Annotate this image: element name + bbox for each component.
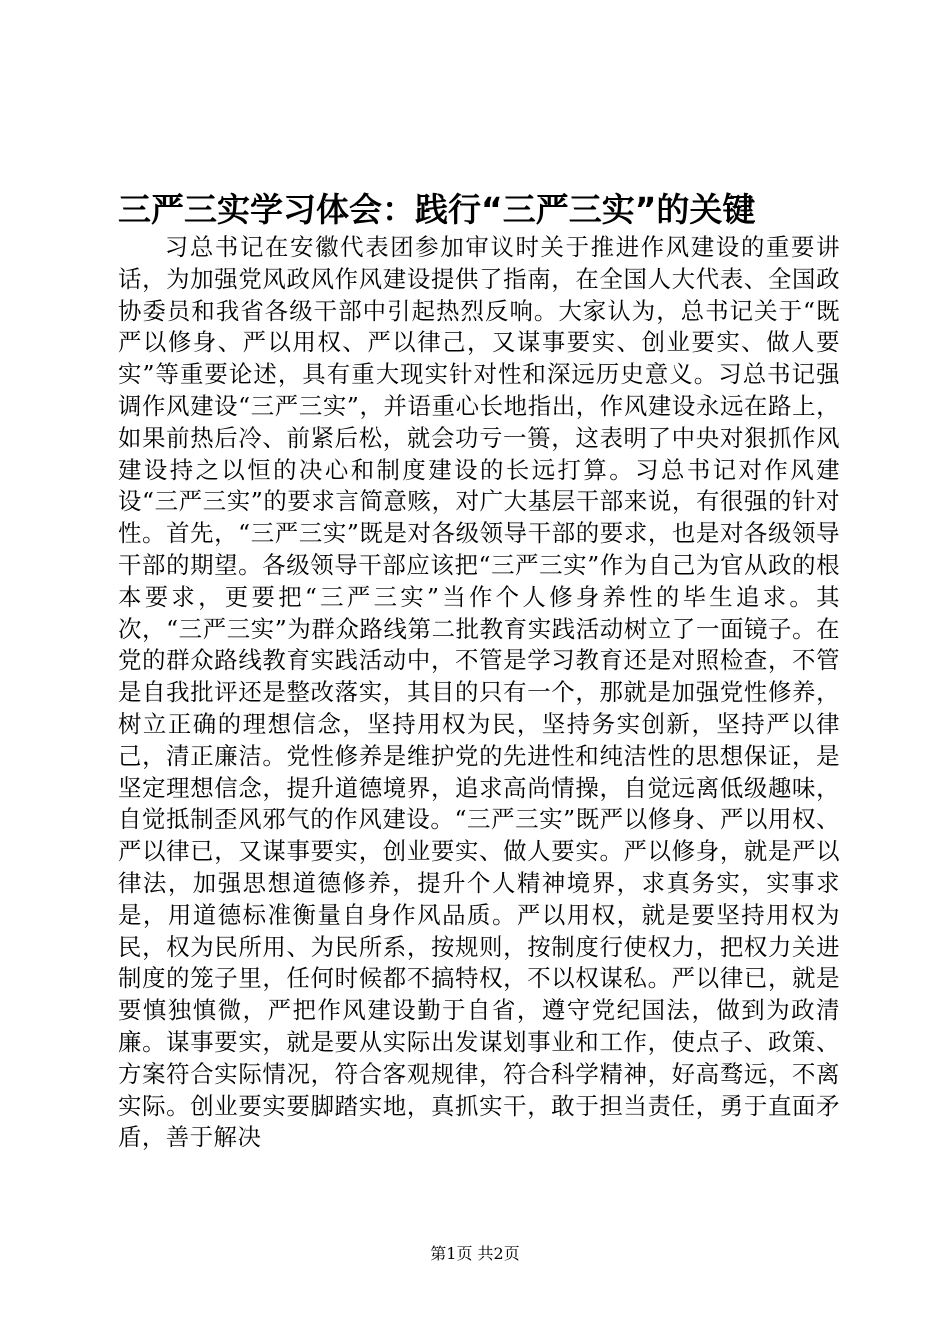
body-paragraph: 习总书记在安徽代表团参加审议时关于推进作风建设的重要讲话，为加强党风政风作风建设提供了指南，在全国人大代表、全国政协委员和我省各级干部中引起热烈反响。大家认为，总书记关于“既严以修身、严以用权、严以律己，又谋事要实、创业要实、做人要实”等重要论述，具有重大现实针对性和深远历史意义。习总书记强调作风建设“三严三实”，并语重心长地指出，作风建设永远在路上，如果前热后冷、前紧后松，就会功亏一篑，这表明了中央对狠抓作风建设持之以恒的决心和制度建设的长远打算。习总书记对作风建设“三严三实”的要求言简意赅，对广大基层干部来说，有很强的针对性。首先，“三严三实”既是对各级领导干部的要求，也是对各级领导干部的期望。各级领导干部应该把“三严三实”作为自己为官从政的根本要求，更要把“三严三实”当作个人修身养性的毕生追求。其次，“三严三实”为群众路线第二批教育实践活动树立了一面镜子。在党的群众路线教育实践活动中，不管是学习教育还是对照检查，不管是自我批评还是整改落实，其目的只有一个，那就是加强党性修养，树立正确的理想信念，坚持用权为民，坚持务实创新，坚持严以律己，清正廉洁。党性修养是维护党的先进性和纯洁性的思想保证，是坚定理想信念，提升道德境界，追求高尚情操，自觉远离低级趣味，自觉抵制歪风邪气的作风建设。“三严三实”既严以修身、严以用权、严以律已，又谋事要实，创业要实、做人要实。严以修身，就是严以律法，加强思想道德修养，提升个人精神境界，求真务实，实事求是，用道德标准衡量自身作风品质。严以用权，就是要坚持用权为民，权为民所用、为民所系，按规则，按制度行使权力，把权力关进制度的笼子里，任何时候都不搞特权，不以权谋私。严以律已，就是要慎独慎微，严把作风建设勤于自省，遵守党纪国法，做到为政清廉。谋事要实，就是要从实际出发谋划事业和工作，使点子、政策、方案符合实际情况，符合客观规律，符合科学精神，好高骛远，不离实际。创业要实要脚踏实地，真抓实干，敢于担当责任，勇于直面矛盾，善于解决	[118, 233, 840, 1152]
document-title: 三严三实学习体会：践行“三严三实”的关键	[118, 190, 756, 229]
page-number-footer: 第1页 共2页	[430, 1244, 520, 1263]
